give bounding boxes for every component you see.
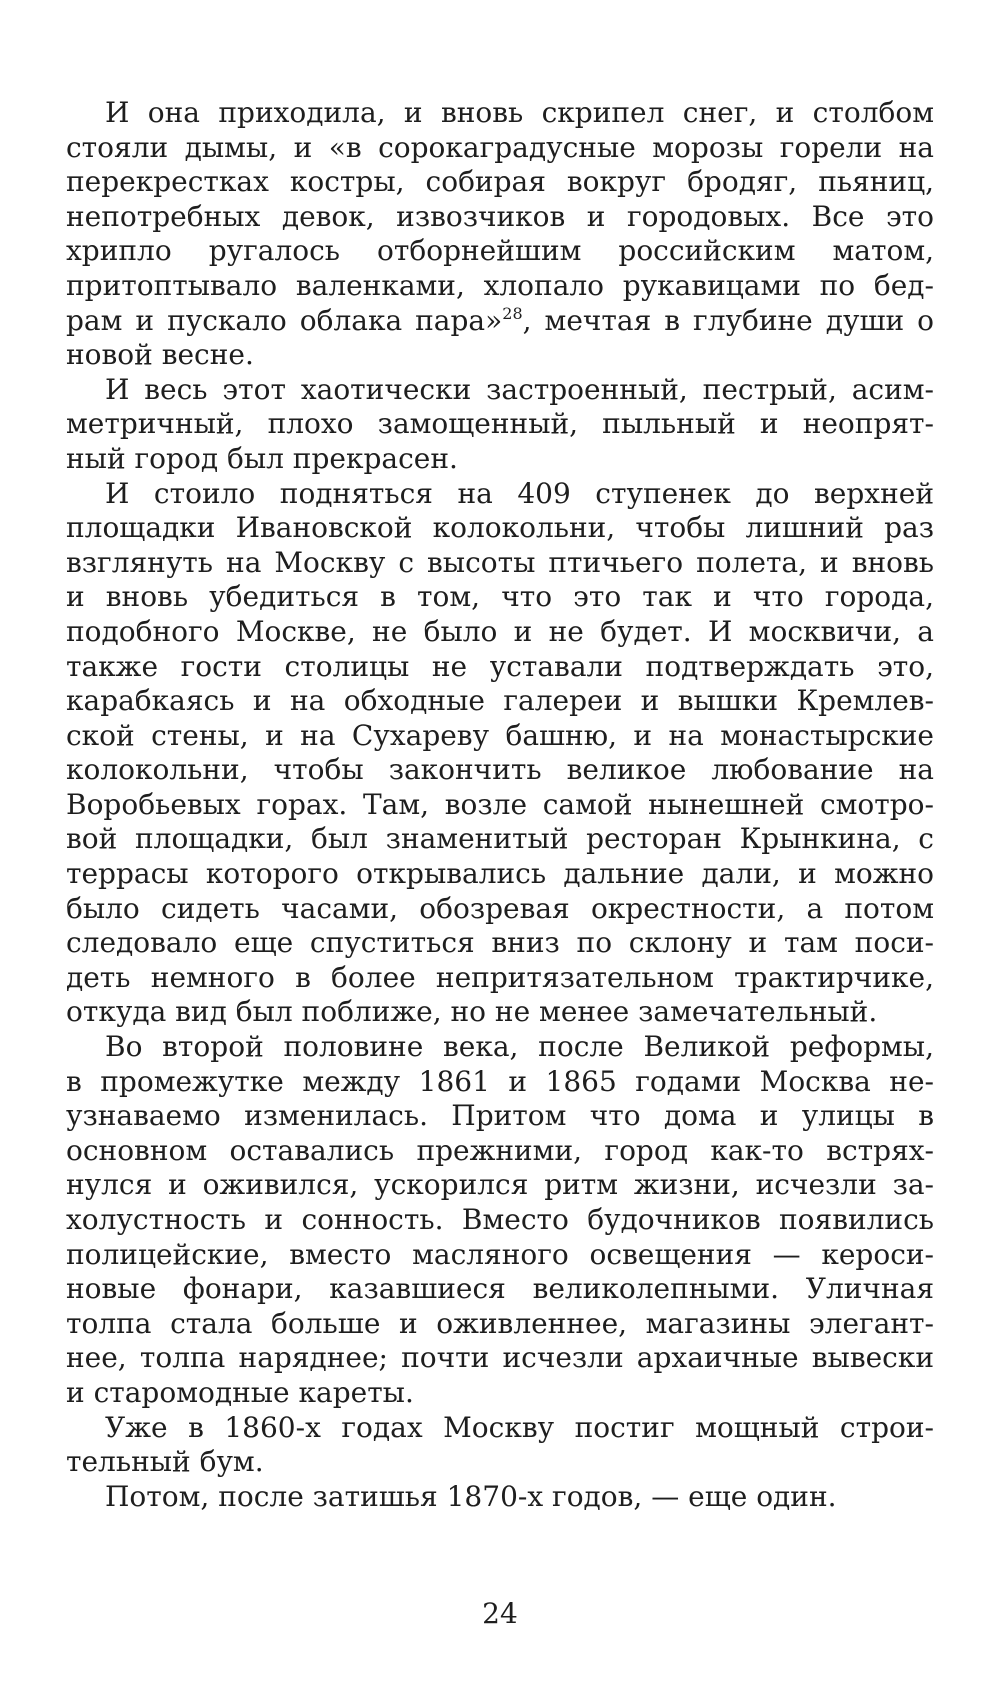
text-line: хрипло ругалось отборнейшим российским матом, (66, 234, 934, 268)
paragraph (66, 1030, 934, 1411)
text-line: толпа стала больше и оживленнее, магазины элегант- (66, 1306, 934, 1340)
text-line: Потом, после затишья 1870-х годов, — еще один. (105, 1479, 837, 1513)
text-line: Воробьевых горах. Там, возле самой нынешней смотро- (66, 787, 934, 821)
footnote-reference: 28 (502, 303, 523, 323)
text-fragment: , мечтая в глубине души о (522, 303, 935, 337)
text-line: метричный, плохо замощенный, пыльный и неопрят- (66, 407, 934, 441)
text-line: площадки Ивановской колокольни, чтобы лишний раз (66, 511, 934, 545)
page-number: 24 (482, 1597, 518, 1630)
text-line: ской стены, и на Сухареву башню, и на монастырские (66, 718, 934, 752)
text-line: Уже в 1860-х годах Москву постиг мощный строи- (105, 1410, 934, 1444)
text-line: новые фонари, казавшиеся великолепными. Уличная (66, 1272, 934, 1306)
text-line: и вновь убедиться в том, что это так и что города, (66, 580, 934, 614)
text-line: И она приходила, и вновь скрипел снег, и столбом (105, 96, 934, 129)
text-line: И весь этот хаотически застроенный, пестрый, асим- (105, 372, 934, 406)
text-line: нее, толпа наряднее; почти исчезли архаичные вывески (66, 1341, 934, 1375)
text-line: откуда вид был поближе, но не менее замечательный. (66, 995, 878, 1029)
text-line: узнаваемо изменилась. Притом что дома и улицы в (66, 1099, 934, 1133)
text-line: следовало еще спуститься вниз по склону и там поси- (66, 926, 934, 960)
text-line: и старомодные кареты. (66, 1375, 414, 1409)
text-line: взглянуть на Москву с высоты птичьего полета, и вновь (66, 545, 934, 579)
text-line: нулся и оживился, ускорился ритм жизни, исчезли за- (66, 1168, 934, 1202)
paragraph (66, 96, 934, 373)
paragraph (66, 373, 934, 477)
text-line: новой весне. (66, 338, 254, 372)
text-line: карабкаясь и на обходные галереи и вышки Кремлев- (66, 684, 934, 718)
text-line: И стоило подняться на 409 ступенек до верхней (105, 476, 934, 510)
paragraph (66, 1411, 934, 1480)
text-line: в промежутке между 1861 и 1865 годами Москва не- (66, 1064, 934, 1098)
text-line: основном оставались прежними, город как-то встрях- (66, 1133, 934, 1167)
text-line: также гости столицы не уставали подтверждать это, (66, 649, 934, 683)
text-line: непотребных девок, извозчиков и городовых. Все это (66, 199, 934, 233)
text-line: Во второй половине века, после Великой реформы, (105, 1030, 934, 1064)
text-line: холустность и сонность. Вместо будочников появились (66, 1203, 934, 1236)
paragraph (66, 1480, 934, 1515)
text-line: притоптывало валенками, хлопало рукавицами по бед- (66, 268, 934, 302)
text-line: подобного Москве, не было и не будет. И москвичи, а (66, 614, 934, 648)
paragraph (66, 477, 934, 1031)
text-line: террасы которого открывались дальние дали, и можно (66, 857, 934, 891)
text-line: было сидеть часами, обозревая окрестности, а потом (66, 891, 934, 925)
text-line: тельный бум. (66, 1445, 264, 1479)
text-line: полицейские, вместо масляного освещения — кероси- (66, 1237, 934, 1271)
text-line-with-footnote (66, 304, 934, 339)
text-line: стояли дымы, и «в сорокаградусные морозы горели на (66, 130, 934, 164)
text-fragment: рам и пускало облака пара» (66, 303, 503, 337)
text-line: деть немного в более непритязательном трактирчике, (66, 960, 934, 994)
text-line: перекрестках костры, собирая вокруг бродяг, пьяниц, (66, 165, 934, 199)
body-text (66, 96, 934, 1514)
text-line: ный город был прекрасен. (66, 441, 458, 475)
text-line: колокольни, чтобы закончить великое любование на (66, 753, 934, 787)
text-line: вой площадки, был знаменитый ресторан Крынкина, с (66, 822, 934, 856)
